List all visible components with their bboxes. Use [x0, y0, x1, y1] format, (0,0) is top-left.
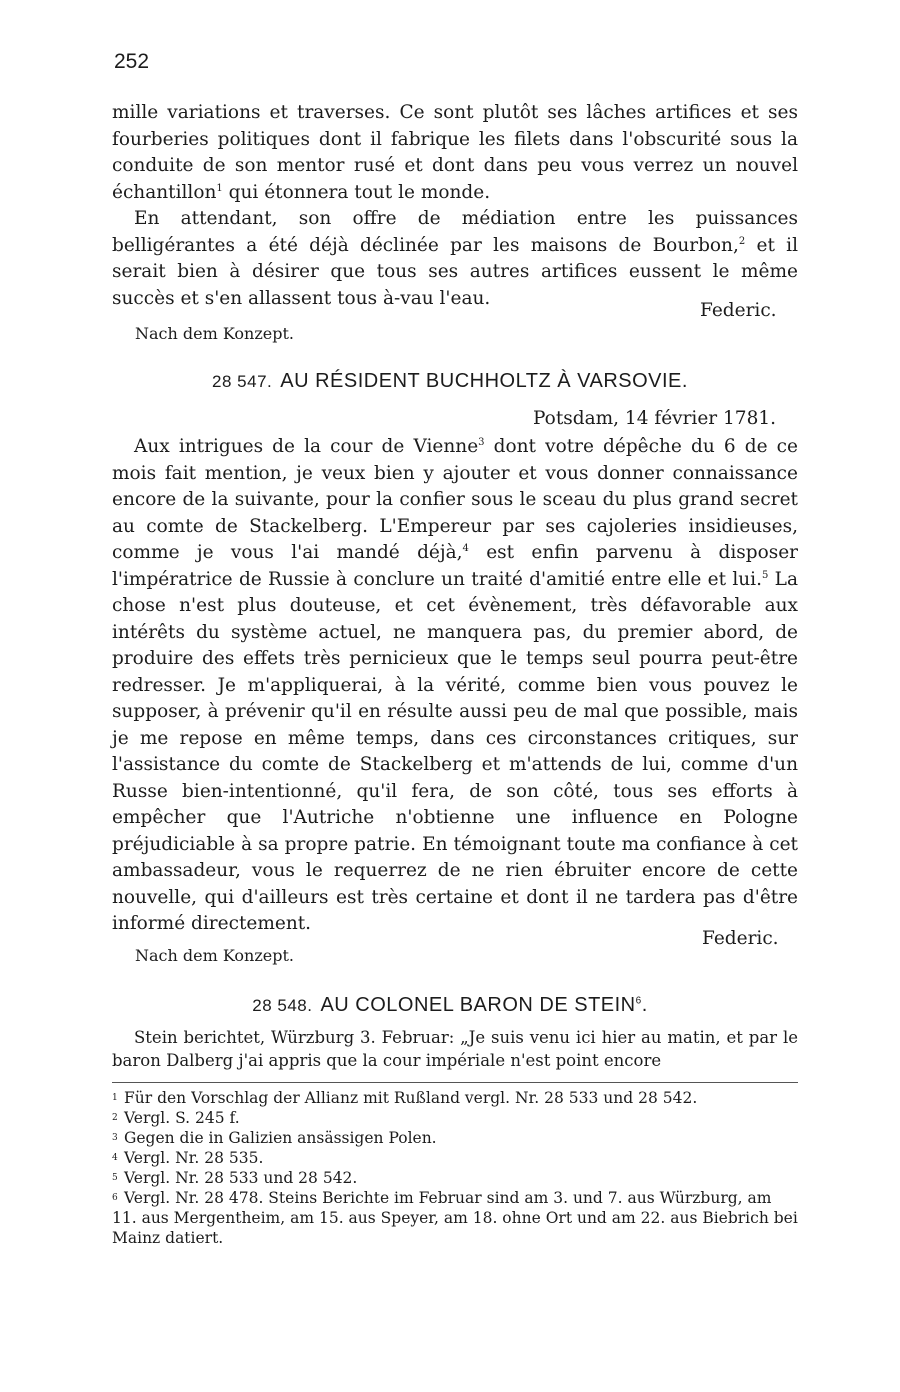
- footnote-ref[interactable]: 1: [216, 182, 223, 194]
- footnote-text: Vergl. Nr. 28 533 und 28 542.: [124, 1169, 358, 1187]
- signature: Federic.: [700, 300, 777, 321]
- footnote-marker: 1: [112, 1093, 118, 1103]
- footnote: [112, 1168, 798, 1188]
- footnote: [112, 1188, 798, 1248]
- footnote: [112, 1088, 798, 1108]
- source-note: Nach dem Konzept.: [135, 946, 294, 965]
- letter-number: 28 547.: [212, 372, 273, 391]
- body-text: qui étonnera tout le monde.: [222, 181, 491, 203]
- footnote: [112, 1108, 798, 1128]
- page-number: 252: [114, 50, 150, 73]
- footnote: [112, 1148, 798, 1168]
- body-text: mille variations et traverses. Ce sont plutôt ses lâches artifices et ses fourberies politiques dont il fabrique les filets dans l'obscurité sous la conduite de son mentor rusé et dont dans peu vous verrez un nouvel échantillon: [112, 102, 798, 203]
- footnote-text: Vergl. Nr. 28 535.: [124, 1149, 264, 1167]
- body-text: et il serait bien à désirer que tous ses autres artifices eussent le même succès et s'en allassent tous à-vau l'eau.: [112, 234, 799, 309]
- footnote-ref[interactable]: 6: [635, 995, 642, 1007]
- body-text: Aux intrigues de la cour de Vienne: [134, 436, 479, 457]
- heading-period: .: [641, 994, 648, 1016]
- footnote-text: Für den Vorschlag der Allianz mit Rußland vergl. Nr. 28 533 und 28 542.: [124, 1089, 698, 1107]
- footnote-marker: 5: [112, 1173, 118, 1183]
- footnote-marker: 4: [112, 1153, 118, 1163]
- footnote-text: Gegen die in Galizien ansässigen Polen.: [124, 1129, 437, 1147]
- footnote-marker: 3: [112, 1133, 118, 1143]
- footnote-ref[interactable]: 2: [738, 235, 746, 247]
- letter-number: 28 548.: [252, 996, 313, 1015]
- body-text: est enfin parvenu à disposer l'impératrice de Russie à conclure un traité d'amitié entre elle et lui.: [112, 542, 799, 590]
- continuation-paragraph-1: [112, 100, 798, 206]
- signature: Federic.: [702, 928, 779, 949]
- footnote-text: Vergl. Nr. 28 478. Steins Berichte im Februar sind am 3. und 7. aus Würzburg, am 11. aus Mergentheim, am 15. aus Speyer, am 18. ohne Ort und am 22. aus Biebrich bei Mainz datiert.: [112, 1189, 798, 1247]
- footnote-ref[interactable]: 5: [761, 569, 769, 581]
- body-text: dont votre dépêche du 6 de ce mois fait mention, je veux bien y ajouter et vous donner connaissance encore de la suivante, pour la confier sous le sceau du plus grand secret au comte de Stackelberg. L'Empereur par ses cajoleries insidieuses, comme je vous l'ai mandé déjà,: [112, 436, 798, 563]
- footnote-divider: [112, 1082, 798, 1083]
- footnotes: [112, 1088, 798, 1248]
- footnote-ref[interactable]: 3: [478, 436, 485, 448]
- footnote-ref[interactable]: 4: [462, 542, 469, 554]
- letter-title: AU RÉSIDENT BUCHHOLTZ À VARSOVIE.: [280, 370, 688, 392]
- letter-title: AU COLONEL BARON DE STEIN: [320, 994, 636, 1016]
- footnote-text: Vergl. S. 245 f.: [124, 1109, 240, 1127]
- letter-heading: [0, 370, 900, 393]
- body-text: La chose n'est plus douteuse, et cet évènement, très défavorable aux intérêts du système actuel, ne manquera pas, du premier abord, de produire des effets très pernicieux que le temps seul pourra peut-être redresser. Je m'appliquerai, à la vérité, comme bien vous pouvez le supposer, à prévenir qu'il en résulte aussi peu de mal que possible, mais je me repose en même temps, dans ces circonstances critiques, sur l'assistance du comte de Stackelberg et m'attends de lui, comme d'un Russe bien-intentionné, qu'il fera, de son côté, tous ses efforts à empêcher que l'Autriche n'obtienne une influence en Pologne préjudiciable à sa propre patrie. En témoignant toute ma confiance à cet ambassadeur, vous le requerrez de ne rien ébruiter encore de cette nouvelle, qui d'ailleurs est très certaine et dont il ne tardera pas d'être informé directement.: [112, 568, 798, 934]
- letter-summary: Stein berichtet, Würzburg 3. Februar: „Je suis venu ici hier au matin, et par le baron Dalberg j'ai appris que la cour impériale n'est point encore: [112, 1028, 798, 1070]
- body-text: En attendant, son offre de médiation entre les puissances belligérantes a été déjà déclinée par les maisons de Bourbon,: [112, 208, 798, 256]
- letter-body: [112, 434, 798, 938]
- letter-heading: [0, 994, 900, 1017]
- footnote-marker: 2: [112, 1113, 118, 1123]
- footnote: [112, 1128, 798, 1148]
- continuation-paragraph-2: [112, 206, 798, 312]
- source-note: Nach dem Konzept.: [135, 324, 294, 343]
- footnote-marker: 6: [112, 1193, 118, 1203]
- dateline: Potsdam, 14 février 1781.: [532, 408, 776, 429]
